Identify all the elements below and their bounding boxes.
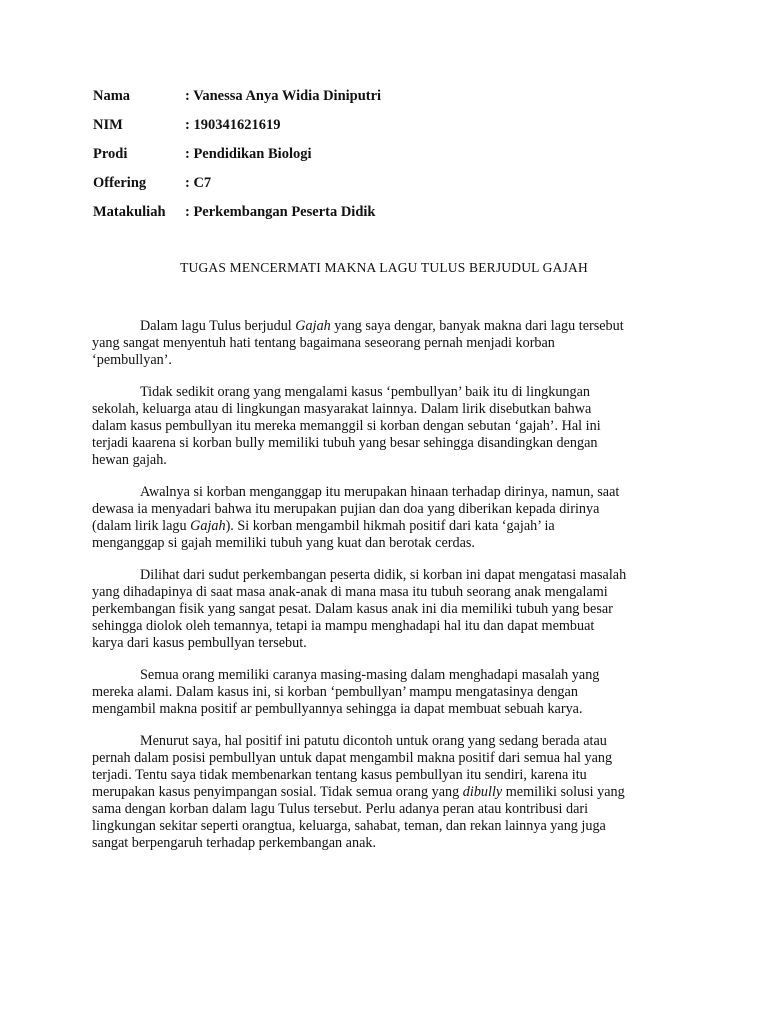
info-label: NIM — [93, 117, 123, 133]
text-run: Dalam lagu Tulus berjudul — [140, 318, 296, 334]
text-line: sangat berpengaruh terhadap perkembangan anak. — [92, 835, 377, 851]
text-line: dewasa ia menyadari bahwa itu merupakan pujian dan doa yang diberikan kepada dirinya — [92, 501, 600, 517]
info-row-nim — [93, 115, 381, 144]
info-value: : Vanessa Anya Widia Diniputri — [185, 88, 382, 104]
text-run: (dalam lirik lagu — [92, 518, 191, 534]
paragraph-5 — [92, 667, 680, 718]
text-line: yang dihadapinya di saat masa anak-anak di mana masa itu tubuh seorang anak mengalami — [92, 584, 608, 600]
text-line: terjadi kaarena si korban bully memiliki tubuh yang besar sehingga disandingkan dengan — [92, 435, 598, 451]
document-body — [92, 318, 680, 867]
info-label: Offering — [93, 175, 147, 191]
info-row-nama — [93, 86, 381, 115]
text-line: mereka alami. Dalam kasus ini, si korban ‘pembullyan’ mampu mengatasinya dengan — [92, 684, 578, 700]
text-run: merupakan kasus penyimpangan sosial. Tidak semua orang yang — [92, 784, 463, 800]
info-label: Matakuliah — [93, 204, 166, 220]
text-line: hewan gajah. — [92, 452, 167, 468]
text-line: dalam kasus pembullyan itu mereka memanggil si korban dengan sebutan ‘gajah’. Hal ini — [92, 418, 601, 434]
text-run: yang saya dengar, banyak makna dari lagu tersebut — [330, 318, 624, 334]
info-value: : Perkembangan Peserta Didik — [185, 204, 376, 220]
text-line: ‘pembullyan’. — [92, 352, 172, 368]
student-info-block — [93, 86, 381, 231]
text-line: menganggap si gajah memiliki tubuh yang kuat dan berotak cerdas. — [92, 535, 475, 551]
paragraph-2 — [92, 384, 680, 469]
text-line: sekolah, keluarga atau di lingkungan masyarakat lainnya. Dalam lirik disebutkan bahwa — [92, 401, 592, 417]
paragraph-1 — [92, 318, 680, 369]
info-row-matakuliah — [93, 202, 381, 231]
text-line: Tidak sedikit orang yang mengalami kasus ‘pembullyan’ baik itu di lingkungan — [140, 384, 590, 400]
text-run: memiliki solusi yang — [502, 784, 625, 800]
text-line: sama dengan korban dalam lagu Tulus tersebut. Perlu adanya peran atau kontribusi dari — [92, 801, 589, 817]
info-value: : Pendidikan Biologi — [185, 146, 312, 162]
document-title: TUGAS MENCERMATI MAKNA LAGU TULUS BERJUDUL GAJAH — [180, 260, 588, 275]
paragraph-3 — [92, 484, 680, 552]
info-row-offering — [93, 173, 381, 202]
text-line: mengambil makna positif ar pembullyannya sehingga ia dapat membuat sebuah karya. — [92, 701, 583, 717]
italic-song-title: Gajah — [295, 318, 331, 334]
text-line: Awalnya si korban menganggap itu merupakan hinaan terhadap dirinya, namun, saat — [140, 484, 620, 500]
info-row-prodi — [93, 144, 381, 173]
italic-term: dibully — [462, 784, 503, 800]
text-line: Semua orang memiliki caranya masing-masing dalam menghadapi masalah yang — [140, 667, 600, 683]
info-label: Nama — [93, 88, 131, 104]
text-line: Dilihat dari sudut perkembangan peserta didik, si korban ini dapat mengatasi masalah — [140, 567, 627, 583]
text-line: perkembangan fisik yang sangat pesat. Dalam kasus anak ini dia memiliki tubuh yang besar — [92, 601, 613, 617]
paragraph-6 — [92, 733, 680, 852]
text-line: pernah dalam posisi pembullyan untuk dapat mengambil makna positif dari semua hal yang — [92, 750, 613, 766]
text-line: terjadi. Tentu saya tidak membenarkan tentang kasus pembullyan itu sendiri, karena itu — [92, 767, 587, 783]
text-line: karya dari kasus pembullyan tersebut. — [92, 635, 307, 651]
text-line: sehingga diolok oleh temannya, tetapi ia mampu menghadapi hal itu dan dapat membuat — [92, 618, 595, 634]
text-line — [92, 518, 680, 535]
text-line — [92, 784, 680, 801]
text-run: ). Si korban mengambil hikmah positif dari kata ‘gajah’ ia — [225, 518, 555, 534]
paragraph-4 — [92, 567, 680, 652]
text-line — [92, 318, 680, 335]
info-value: : C7 — [185, 175, 212, 191]
text-line: lingkungan sekitar seperti orangtua, keluarga, sahabat, teman, dan rekan lainnya yang juga — [92, 818, 606, 834]
text-line: Menurut saya, hal positif ini patutu dicontoh untuk orang yang sedang berada atau — [140, 733, 607, 749]
info-value: : 190341621619 — [185, 117, 281, 133]
italic-song-title: Gajah — [190, 518, 226, 534]
text-line: yang sangat menyentuh hati tentang bagaimana seseorang pernah menjadi korban — [92, 335, 555, 351]
info-label: Prodi — [93, 146, 128, 162]
